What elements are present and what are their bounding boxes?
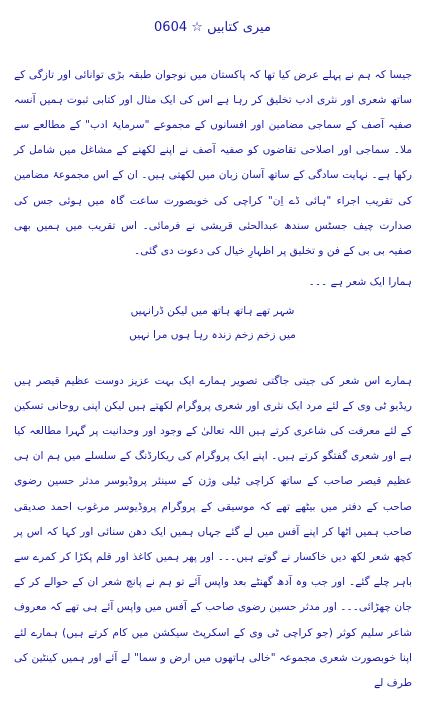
header-title: میری کتابیں xyxy=(207,20,271,35)
verse-line-2: میں زخم زخم زندہ رہا ہوں مرا نہیں xyxy=(129,329,296,341)
paragraph-1: جیسا کہ ہم نے پہلے عرض کیا تھا کہ پاکستان میں نوجوان طبقہ بڑی توانائی اور تازگی کے ساتھ شعری اور نثری ادب تخلیق کر رہا ہے اس کی ایک مثال اور کتابی ثبوت ہمیں آنسہ صفیہ آصف کے سماجی مضامین اور افسانوں کے مجموعے "سرمایۂ ادب" کے مطالعے سے ملا۔ سماجی اور اصلاحی تقاضوں کو صفیہ آصف نے اپنے لکھنے کے مشاغل میں شامل کر رکھا ہے۔ نہایت سادگی کے ساتھ آسان زبان میں لکھتی ہیں۔ ان کے اس مجموعۂ مضامین کی تقریب اجراء "ہائی ڈے اِن" کراچی کی خوبصورت ساعت گاہ میں ہوئی جس کی صدارت چیف جسٹس سندھ عبدالحئی قریشی نے فرمائی۔ اس تقریب میں ہمیں بھی صفیہ بی بی کے فن و تخلیق پر اظہارِ خیال کی دعوت دی گئی۔ xyxy=(14,68,412,258)
verse-line-1: شہر تھے ہاتھ ہاتھ میں لیکن ڈرانہیں xyxy=(130,305,295,317)
paragraph-2: ہمارا ایک شعر ہے ۔۔۔ xyxy=(308,275,412,288)
star-icon: ☆ xyxy=(191,20,203,35)
page-header xyxy=(0,20,425,35)
paragraph-3: ہمارے اس شعر کی جیتی جاگتی تصویر ہمارے ایک بہت عزیز دوست عظیم قیصر ہیں ریڈیو ٹی وی کے لئے مرد ایک نثری اور شعری پروگرام لکھتے ہیں لیکن اپنی روحانی تسکین کے لئے معرفت کی شاعری کرتے ہیں اللہ تعالیٰ کے وجود اور وحدانیت پر گہرا مطالعہ کیا ہے اور شعری گفتگو کرتے ہیں۔ اپنے ایک پروگرام کی ریکارڈنگ کے سلسلے میں ہم ان ہی عظیم قیصر صاحب کے ساتھ کراچی ٹیلی وژن کے سینئر پروڈیوسر مدثر حسین رضوی صاحب کے دفتر میں بیٹھے تھے کہ موسیقی کے پروگرام پروڈیوسر مرغوب احمد صدیقی صاحب ہمیں اٹھا کر اپنے آفس میں لے گئے جہاں ہمیں ایک دھن سنائی اور کہا کہ اس پر کچھ شعر لکھ دیں خاکسار نے گوتے ہیں۔۔۔ اور پھر ہمیں کاغذ اور قلم پکڑا کر کمرے سے باہر چلے گئے۔ اور جب وہ آدھ گھنٹے بعد واپس آئے تو ہم نے پانچ شعر ان کے حوالے کر کے جان چھڑائی۔۔۔ اور مدثر حسین رضوی صاحب کے آفس میں واپس آئے ہی تھے کہ معروف شاعر سلیم کوثر (جو کراچی ٹی وی کے اسکرپٹ سیکشن میں کام کرتے ہیں) ہمارے لئے اپنا خوبصورت شعری مجموعہ "خالی ہاتھوں میں ارض و سما" لے آئے اور ہمیں کینٹین کی طرف لے xyxy=(14,374,412,690)
page-number: 0604 xyxy=(154,20,188,35)
